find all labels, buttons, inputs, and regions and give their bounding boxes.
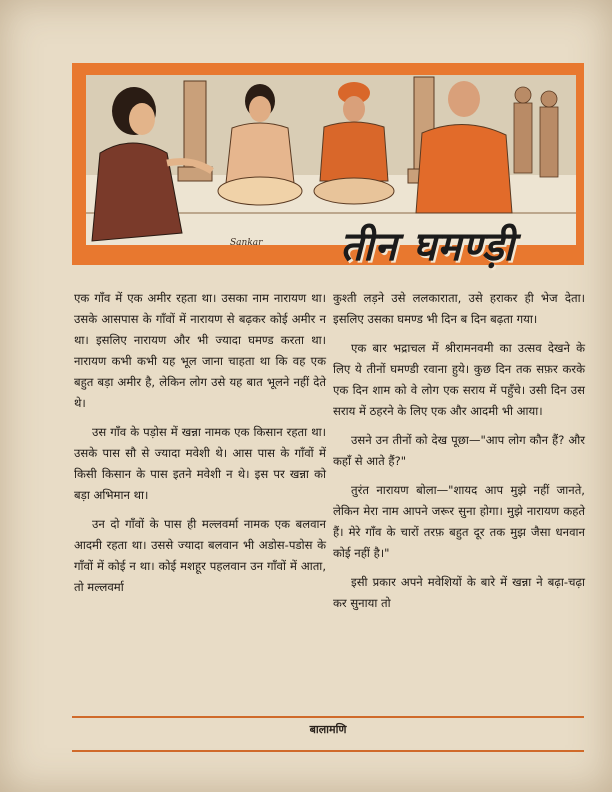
story-title: तीन घमण्ड़ी bbox=[340, 224, 515, 270]
footer-rule-top bbox=[72, 716, 584, 718]
left-column bbox=[74, 288, 326, 606]
paragraph: उसने उन तीनों को देख पूछा—"आप लोग कौन हैं? और कहाँ से आते हैं?" bbox=[333, 433, 585, 468]
paragraph: एक बार भद्राचल में श्रीरामनवमी का उत्सव देखने के लिए ये तीनों घमण्डी रवाना हुये। कुछ दिन तक सफ़र करके एक दिन शाम को वे लोग एक सराय में पहुँचे। उसी दिन उस सराय में ठहरने के लिए एक और आदमी भी आया। bbox=[333, 341, 585, 418]
footer-rule-bottom bbox=[72, 750, 584, 752]
paragraph: उस गाँव के पड़ोस में खन्ना नामक एक किसान रहता था। उसके पास सौ से ज्यादा मवेशी थे। आस पास के गाँवों में किसी किसान के पास इतने मवेशी न थे। इस पर खन्ना को बड़ा अभिमान था। bbox=[74, 425, 326, 502]
paragraph: तुरंत नारायण बोला—"शायद आप मुझे नहीं जानते, लेकिन मेरा नाम आपने जरूर सुना होगा। मुझे नारायण कहते हैं। मेरे गाँव के चारों तरफ़ बहुत दूर तक मुझ जैसा धनवान कोई नहीं है।" bbox=[333, 483, 585, 560]
right-column bbox=[333, 288, 585, 622]
magazine-name: बालामणि bbox=[309, 723, 347, 736]
paragraph: कुश्ती लड़ने उसे ललकाराता, उसे हराकर ही भेज देता। इसलिए उसका घमण्ड भी दिन ब दिन बढ़ता गया। bbox=[333, 291, 585, 326]
artist-signature: Sankar bbox=[230, 238, 263, 248]
paragraph: एक गाँव में एक अमीर रहता था। उसका नाम नारायण था। उसके आसपास के गाँवों में नारायण से बढ़कर कोई अमीर न था। इसलिए नारायण और भी ज्यादा घमण्ड करता था। नारायण कभी कभी यह भूल जाना चाहता था कि वह एक बहुत बड़ा अमीर है, लेकिन लोग उसे यह बात भूलने नहीं देते थे। bbox=[74, 291, 326, 410]
paragraph: उन दो गाँवों के पास ही मल्लवर्मा नामक एक बलवान आदमी रहता था। उससे ज्यादा बलवान भी अडोस-पडोस के गाँवों में कोई न था। कोई मशहूर पहलवान उन गाँवों में आता, तो मल्लवर्मा bbox=[74, 517, 326, 594]
paragraph: इसी प्रकार अपने मवेशियों के बारे में खन्ना ने बढ़ा-चढ़ा कर सुनाया तो bbox=[333, 575, 585, 610]
